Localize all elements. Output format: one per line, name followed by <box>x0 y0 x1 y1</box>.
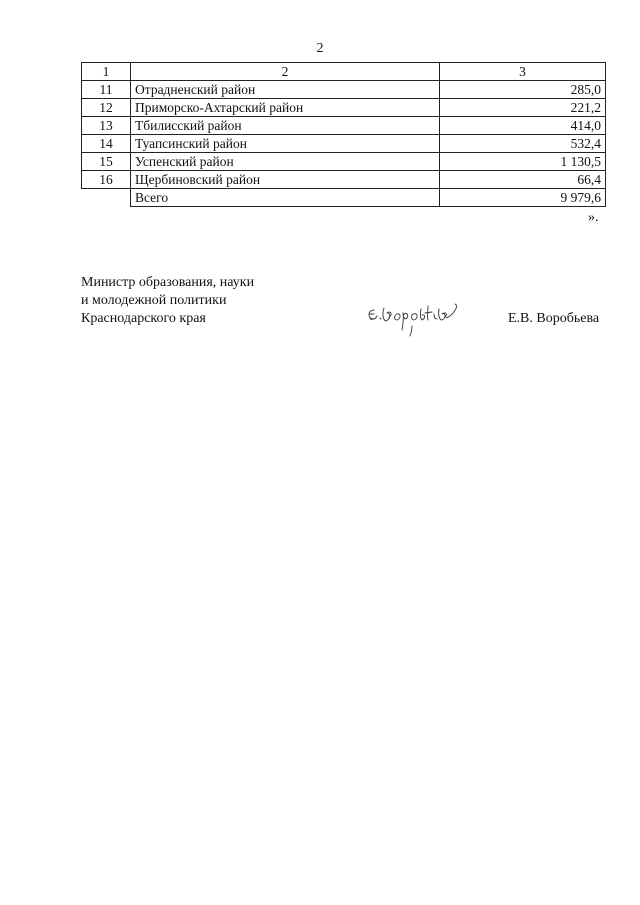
row-number: 15 <box>82 153 131 171</box>
table-header-row <box>82 63 606 81</box>
table-row <box>82 117 606 135</box>
row-value: 221,2 <box>440 99 606 117</box>
row-district-name: Тбилисский район <box>131 117 440 135</box>
header-cell-value: 3 <box>440 63 606 81</box>
table-row <box>82 171 606 189</box>
signatory-title <box>81 274 254 328</box>
row-district-name: Щербиновский район <box>131 171 440 189</box>
row-district-name: Приморско-Ахтарский район <box>131 99 440 117</box>
row-number: 12 <box>82 99 131 117</box>
signatory-title-line-1: Министр образования, науки <box>81 275 255 290</box>
header-cell-name: 2 <box>131 63 440 81</box>
table-row <box>82 153 606 171</box>
row-district-name: Туапсинский район <box>131 135 440 153</box>
row-value: 285,0 <box>440 81 606 99</box>
page-number: 2 <box>316 41 324 56</box>
row-value: 66,4 <box>440 171 606 189</box>
table-row <box>82 81 606 99</box>
closing-quote-mark: ». <box>588 210 599 225</box>
row-value: 414,0 <box>440 117 606 135</box>
row-value: 532,4 <box>440 135 606 153</box>
table-total-row <box>82 189 606 207</box>
row-district-name: Успенский район <box>131 153 440 171</box>
table-row <box>82 99 606 117</box>
row-number: 14 <box>82 135 131 153</box>
total-label: Всего <box>131 189 440 207</box>
row-number: 16 <box>82 171 131 189</box>
row-district-name: Отрадненский район <box>131 81 440 99</box>
row-number: 11 <box>82 81 131 99</box>
row-number: 13 <box>82 117 131 135</box>
total-number <box>82 189 131 207</box>
signatory-title-line-3: Краснодарского края <box>81 311 206 326</box>
row-value: 1 130,5 <box>440 153 606 171</box>
header-cell-number: 1 <box>82 63 131 81</box>
handwritten-signature <box>362 296 482 338</box>
signatory-title-line-2: и молодежной политики <box>81 293 227 308</box>
signer-name: Е.В. Воробьева <box>508 311 600 326</box>
total-value: 9 979,6 <box>440 189 606 207</box>
data-table <box>81 62 606 207</box>
table-row <box>82 135 606 153</box>
